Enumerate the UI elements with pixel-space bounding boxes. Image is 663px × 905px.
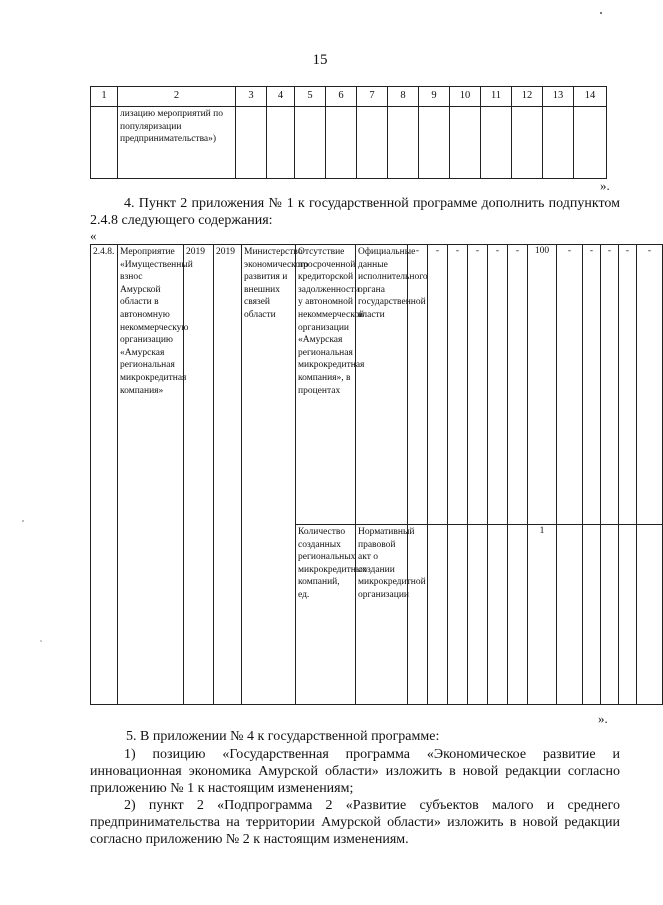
value-cell [448,525,468,705]
value-cell [468,525,488,705]
year-start: 2019 [186,247,205,257]
value-cell [601,525,619,705]
event-name: Мероприятие «Имущественный взнос Амурской области в автономную некоммерческую организацию «Амурская региональная микрокредитная компания» [120,247,193,396]
year-end: 2019 [216,247,235,257]
scan-speck [40,640,42,642]
column-header: 11 [481,87,512,107]
value-cell: - [468,245,488,525]
column-header: 5 [295,87,326,107]
value-cell: - [583,245,601,525]
table-continuation [90,86,607,179]
value-cell: - [557,245,583,525]
value-cell [408,525,428,705]
paragraph-4: 4. Пункт 2 приложения № 1 к государственной программе дополнить подпунктом 2.4.8 следующего содержания: [90,196,620,228]
table-row [91,107,607,179]
value-cell: - [408,245,428,525]
closing-quote: ». [598,711,608,726]
table-header-row [91,87,607,107]
column-header: 10 [450,87,481,107]
column-header: 7 [357,87,388,107]
column-header: 12 [512,87,543,107]
indicator-name: Количество созданных региональных микрокредитных компаний, ед. [298,527,367,600]
row-number: 2.4.8. [93,247,115,257]
closing-quote: ». [600,178,610,193]
value-cell [583,525,601,705]
indicator-source: Официальные данные исполнительного органа государственной власти [358,247,428,320]
table-subitem-2-4-8 [90,244,663,705]
value-cell [557,525,583,705]
indicator-source: Нормативный правовой акт о создании микрокредитной организации [358,527,426,600]
column-header: 4 [267,87,295,107]
table-row [91,245,663,525]
column-header: 6 [326,87,357,107]
paragraph-5-item-2: 2) пункт 2 «Подпрограмма 2 «Развитие субъектов малого и среднего предпринимательства на территории Амурской области» изложить в новой редакции согласно приложению № 2 к настоящим изменениям. [90,798,620,847]
paragraph-5: 5. В приложении № 4 к государственной программе: [126,729,440,744]
value-cell [619,525,637,705]
column-header: 14 [574,87,607,107]
value-cell [637,525,663,705]
cell-event-text: лизацию мероприятий по популяризации предпринимательства») [120,109,223,145]
value-cell: - [601,245,619,525]
page-number: 15 [312,52,328,68]
opening-quote: « [90,228,97,243]
value-cell: - [637,245,663,525]
value-cell: - [619,245,637,525]
executor: Министерство экономического развития и внешних связей области [244,247,309,320]
column-header: 8 [388,87,419,107]
column-header: 9 [419,87,450,107]
value-cell: - [448,245,468,525]
column-header: 3 [236,87,267,107]
indicator-name: Отсутствие просроченной кредиторской задолженности у автономной некоммерческой организации «Амурская региональная микрокредитная компания», в процентах [298,247,365,396]
value-cell: - [508,245,528,525]
column-header: 13 [543,87,574,107]
scan-speck [600,12,602,14]
value-cell: - [488,245,508,525]
value-cell: 1 [528,525,557,705]
column-header: 2 [118,87,236,107]
paragraph-5-item-1: 1) позицию «Государственная программа «Экономическое развитие и инновационная экономика Амурской области» изложить в новой редакции согласно приложению № 1 к настоящим изменениям; [90,747,620,796]
value-cell [488,525,508,705]
value-cell: - [428,245,448,525]
scan-speck [22,520,24,522]
value-cell [428,525,448,705]
value-cell: 100 [528,245,557,525]
value-cell [508,525,528,705]
column-header: 1 [91,87,118,107]
